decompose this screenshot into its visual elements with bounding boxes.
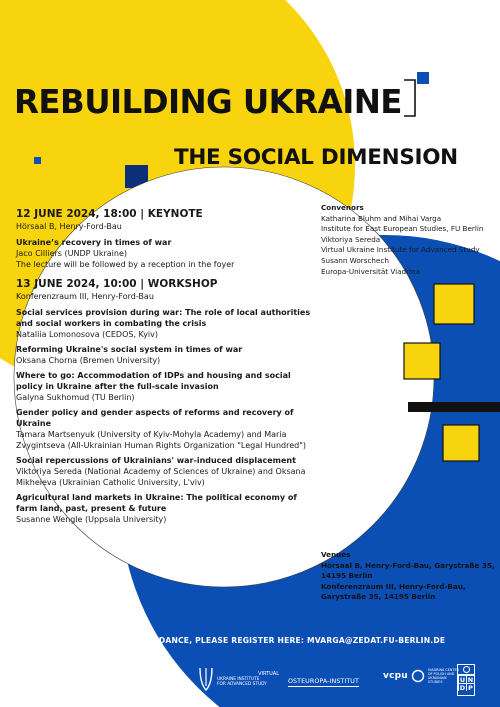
navy-square-small xyxy=(34,157,41,164)
program-content xyxy=(16,208,316,529)
euv-line: VIADRINA xyxy=(115,676,143,681)
talk-title: Social services provision during war: The role of local authorities and social workers in combating the crisis xyxy=(16,308,311,328)
title-line-2: THE SOCIAL DIMENSION xyxy=(174,145,458,170)
black-stripe xyxy=(408,402,500,412)
title-line-1: REBUILDING UKRAINE xyxy=(14,83,402,121)
keynote-heading: 12 JUNE 2024, 18:00 | KEYNOTE xyxy=(16,208,203,220)
talk-title: Where to go: Accommodation of IDPs and housing and social policy in Ukraine after the full-scale invasion xyxy=(16,371,291,391)
talk-item xyxy=(16,370,316,403)
yellow-square-1 xyxy=(434,284,474,324)
convenors-block xyxy=(321,203,497,277)
talk-title: Reforming Ukraine's social system in times of war xyxy=(16,345,243,354)
talk-item xyxy=(16,344,316,366)
euv-line: EUROPA-UNIVERSITÄT xyxy=(115,670,176,675)
keynote-section xyxy=(16,208,316,270)
convenor-line: Katharina Bluhm and Mihai Varga xyxy=(321,213,442,223)
convenor-line: Viktoriya Sereda xyxy=(321,234,381,244)
venues-label: Venues xyxy=(321,550,351,559)
venue-line: Konferenzraum III, Henry-Ford-Bau, Garystraße 35, 14195 Berlin xyxy=(321,581,466,602)
vuias-line: UKRAINE INSTITUTE xyxy=(217,676,260,682)
euv-line: FRANKFURT (ODER) xyxy=(115,682,170,687)
workshop-heading: 13 JUNE 2024, 10:00 | WORKSHOP xyxy=(16,278,218,290)
vcpu-name: vcpu xyxy=(383,671,408,681)
talk-title: Social repercussions of Ukrainians' war-induced displacement xyxy=(16,456,296,465)
talk-speakers: Galyna Sukhomud (TU Berlin) xyxy=(16,393,135,402)
keynote-place: Hörsaal B, Henry-Ford-Bau xyxy=(16,222,122,231)
undp-logo xyxy=(457,664,475,696)
vcpu-logo xyxy=(383,668,462,684)
navy-square-top-right xyxy=(417,72,429,84)
convenors-label: Convenors xyxy=(321,203,364,212)
convenor-line: Europa-Universität Viadrina xyxy=(321,266,420,276)
fu-mark-icon xyxy=(14,668,28,684)
keynote-speaker: Jaco Cilliers (UNDP Ukraine) xyxy=(16,249,127,258)
undp-letter: P xyxy=(466,683,474,691)
talk-speakers: Nataliia Lomonosova (CEDOS, Kyiv) xyxy=(16,330,159,339)
venues-block xyxy=(321,550,497,603)
fu-berlin-logo xyxy=(14,668,73,688)
venue-line: Hörsaal B, Henry-Ford-Bau, Garystraße 35, 14195 Berlin xyxy=(321,560,495,581)
osteuropa-institut-logo: OSTEUROPA-INSTITUT xyxy=(288,678,359,685)
keynote-title: Ukraine’s recovery in times of war xyxy=(16,238,172,247)
talk-item xyxy=(16,307,316,340)
talk-item xyxy=(16,455,316,488)
undp-letter: U xyxy=(459,676,466,684)
talk-speakers: Viktoriya Sereda (National Academy of Sciences of Ukraine) and Oksana Mikheieva (Ukrainian Catholic University, L'viv) xyxy=(16,467,306,487)
undp-letter: N xyxy=(467,676,474,684)
fu-line: FREIE xyxy=(34,668,52,674)
vcpu-circle-icon xyxy=(411,669,425,683)
talk-speakers: Oksana Chorna (Bremen University) xyxy=(16,356,161,365)
talk-title: Gender policy and gender aspects of reforms and recovery of Ukraine xyxy=(16,408,294,428)
vuias-line: VIRTUAL xyxy=(258,670,279,677)
viadrina-seal-icon xyxy=(88,668,110,690)
vuias-line: FOR ADVANCED STUDY xyxy=(217,681,267,687)
talk-item xyxy=(16,407,316,451)
registration-link[interactable]: FOR WORKSHOP ATTENDANCE, PLEASE REGISTER HERE: MVARGA@ZEDAT.FU-BERLIN.DE xyxy=(54,636,446,645)
talk-speakers: Susanne Wengle (Uppsala University) xyxy=(16,515,167,524)
convenor-line: Institute for East European Studies, FU Berlin xyxy=(321,224,484,234)
undp-letter: D xyxy=(459,684,466,692)
fu-line: UNIVERSITÄT xyxy=(34,674,74,681)
un-emblem-icon xyxy=(458,665,474,675)
workshop-section xyxy=(16,278,316,525)
convenor-line: Susann Worschech xyxy=(321,255,389,265)
yellow-square-3 xyxy=(443,425,479,461)
talk-title: Agricultural land markets in Ukraine: The political economy of farm land, past, present & future xyxy=(16,493,297,513)
vuias-mark-icon xyxy=(198,666,214,692)
talk-speakers: Tamara Martsenyuk (University of Kyiv-Mohyla Academy) and Maria Zvygintseva (All-Ukrainian Human Rights Organization "Legal Hundred") xyxy=(16,430,307,450)
workshop-place: Konferenzraum III, Henry-Ford-Bau xyxy=(16,292,154,301)
partner-logos xyxy=(0,664,500,700)
fu-line: BERLIN xyxy=(34,681,54,688)
vcpu-subtitle: VIADRINA CENTER OF POLISH AND UKRAINIAN STUDIES xyxy=(427,668,460,684)
convenor-line: Virtual Ukraine Institute for Advanced Study xyxy=(321,245,480,255)
keynote-note: The lecture will be followed by a reception in the foyer xyxy=(16,260,235,269)
vuias-logo xyxy=(198,666,279,692)
viadrina-logo xyxy=(88,668,211,690)
talk-item xyxy=(16,492,316,525)
yellow-square-2 xyxy=(404,343,440,379)
